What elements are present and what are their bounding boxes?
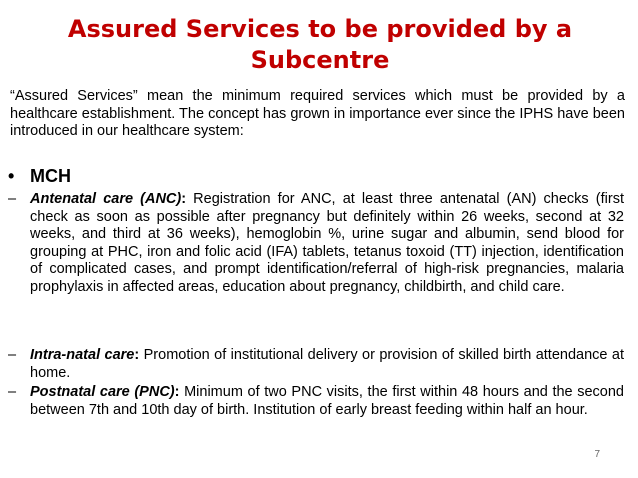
item-lead: Postnatal care (PNC) — [30, 384, 175, 400]
item-lead: Intra-natal care — [30, 347, 135, 363]
item-lead: Antenatal care (ANC) — [30, 191, 182, 207]
list-item-antenatal: – Antenatal care (ANC): Registration for ANC, at least three antenatal (AN) checks (first check as soon as possible after pregnancy but definitely within 26 weeks, second at 32 weeks, and third at 36 weeks), hemoglobin %, urine sugar and albumin, send blood for grouping at PHC, iron and folic acid (IFA) tablets, tetanus toxoid (TT) injection, identification of complicated cases, and prompt identification/referral of high-risk pregnancies, malaria prophylaxis in affected areas, education about pregnancy, childbirth, and child care. — [8, 191, 624, 295]
slide-title: Assured Services to be provided by a Subcentre — [67, 15, 573, 74]
mch-label: MCH — [30, 166, 71, 186]
bullet-icon: • — [8, 166, 15, 186]
item-text: Registration for ANC, at least three antenatal (AN) checks (first check as soon as possible after pregnancy but definitely within 26 weeks, second at 32 weeks, and third at 36 weeks), hemoglobin %, urine sugar and albumin, send blood for grouping at PHC, iron and folic acid (IFA) tablets, tetanus toxoid (TT) injection, identification of complicated cases, and prompt identification/referral of high-risk pregnancies, malaria prophylaxis in affected areas, education about pregnancy, childbirth, and child care. — [30, 191, 624, 295]
list-item-intranatal: – Intra-natal care: Promotion of institutional delivery or provision of skilled birth attendance at home. — [8, 347, 624, 381]
dash-icon: – — [8, 347, 17, 363]
intro-paragraph: “Assured Services” mean the minimum required services which must be provided by a healthcare establishment. The concept has grown in importance ever since the IPHS have been introduced in our healthcare system: — [10, 88, 625, 139]
item-text: Minimum of two PNC visits, the first within 48 hours and the second between 7th and 10th day of birth. Institution of early breast feeding within half an hour. — [30, 384, 624, 418]
dash-icon: – — [8, 384, 17, 400]
page-number: 7 — [594, 449, 600, 460]
dash-icon: – — [8, 191, 17, 207]
list-item-postnatal: – Postnatal care (PNC): Minimum of two PNC visits, the first within 48 hours and the second between 7th and 10th day of birth. Institution of early breast feeding within half an hour. — [8, 384, 624, 418]
item-text: Promotion of institutional delivery or provision of skilled birth attendance at home. — [30, 347, 624, 381]
mch-bullet — [8, 165, 71, 187]
